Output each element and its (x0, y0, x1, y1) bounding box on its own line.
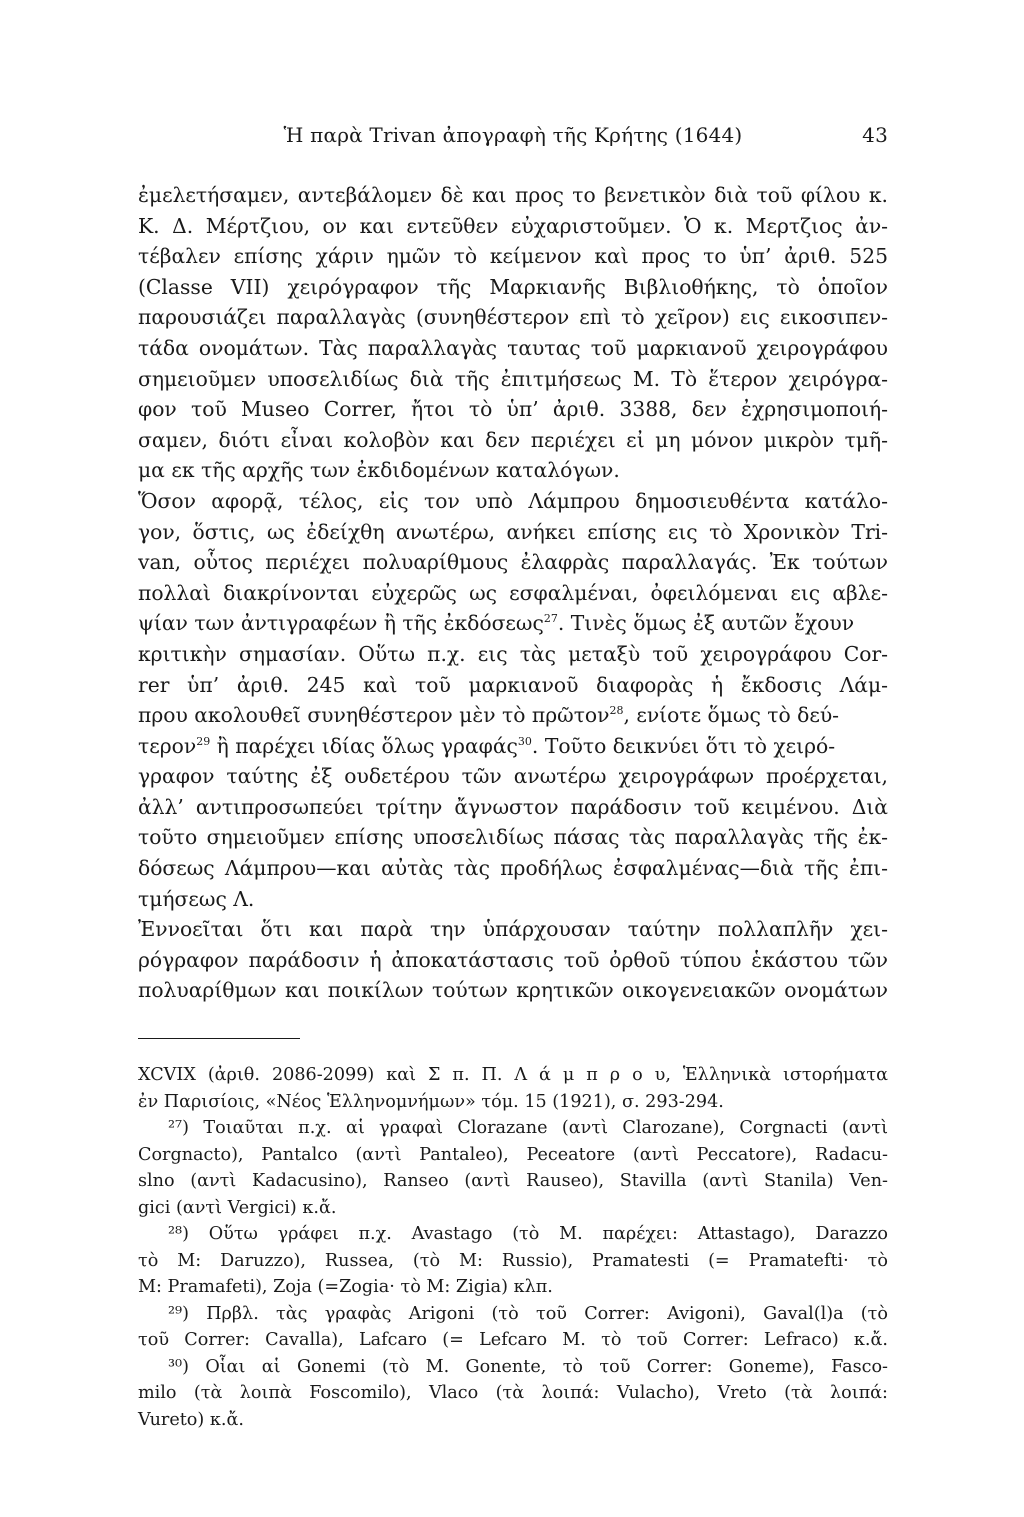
footnote-29: ²⁹) Πρβλ. τὰς γραφὰς Arigoni (τὸ τοῦ Correr: Avigoni), Gaval(l)a (τὸ (168, 1303, 888, 1324)
body-line: ἐμελετήσαμεν, αντεβάλομεν δὲ και προς το βενετικὸν διὰ τοῦ φίλου κ. (138, 183, 888, 207)
body-line-text: . Τινὲς ὅμως ἐξ αυτῶν ἔχουν (557, 611, 855, 636)
footnote-line: slno (αντὶ Kadacusino), Ranseo (αντὶ Rauseo), Stavilla (αντὶ Stanila) Ven- (138, 1171, 888, 1192)
body-line-text: τερον (138, 733, 197, 758)
body-line: γραφον ταύτης ἐξ ουδετέρου τῶν ανωτέρω χειρογράφων προέρχεται, (138, 764, 888, 789)
running-head (138, 118, 888, 152)
footnote-line: gici (αντὶ Vergici) κ.ἄ. (138, 1197, 337, 1218)
document-page (138, 118, 888, 1498)
body-line: σημειοῦμεν υποσελιδίως διὰ τῆς ἐπιτμήσεως Μ. Τὸ ἕτερον χειρόγρα- (138, 366, 888, 391)
footnote-27: ²⁷) Τοιαῦται π.χ. αἱ γραφαὶ Clorazane (αντὶ Clarozane), Corgnacti (αντὶ (168, 1118, 888, 1139)
body-line: ἀλλ’ αντιπροσωπεύει τρίτην ἄγνωστον παράδοσιν τοῦ κειμένου. Διὰ (138, 794, 888, 819)
body-line: φον τοῦ Museo Correr, ἤτοι τὸ ὑπ’ ἀριθ. 3388, δεν ἐχρησιμοποιή- (138, 397, 888, 422)
footnote-ref-30: 30 (517, 734, 532, 748)
body-line: κριτικὴν σημασίαν. Οὕτω π.χ. εις τὰς μεταξὺ τοῦ χειρογράφου Cor- (138, 641, 888, 666)
body-line: Κ. Δ. Μέρτζιου, ον και εντεῦθεν εὐχαριστοῦμεν. Ὁ κ. Μερτζιος ἀν- (138, 213, 888, 238)
body-line: τέβαλεν επίσης χάριν ημῶν τὸ κείμενον καὶ προς το ὑπ’ ἀριθ. 525 (138, 244, 888, 269)
page-number: 43 (862, 123, 888, 147)
footnote-ref-28: 28 (609, 704, 624, 718)
body-line: τάδα ονομάτων. Τὰς παραλλαγὰς ταυτας τοῦ μαρκιανοῦ χειρογράφου (138, 335, 888, 360)
footnote-line: τὸ Μ: Daruzzo), Russea, (τὸ Μ: Russio), Pramatesti (= Pramatefti· τὸ (138, 1250, 888, 1271)
body-line (138, 731, 888, 762)
body-line: μα εκ τῆς αρχῆς των ἐκδιδομένων καταλόγων. (138, 458, 620, 483)
running-title: Ἡ παρὰ Trivan ἀπογραφὴ τῆς Κρήτης (1644) (283, 123, 743, 147)
body-line-text: πρου ακολουθεῖ συνηθέστερον μὲν τὸ πρῶτον (138, 703, 610, 728)
body-line-text: ψίαν των ἀντιγραφέων ἢ τῆς ἐκδόσεως (138, 611, 544, 636)
body-line: Ἐννοεῖται ὅτι και παρὰ την ὑπάρχουσαν ταύτην πολλαπλῆν χει- (138, 917, 888, 942)
body-line: Ὅσον αφορᾷ, τέλος, εἰς τον υπὸ Λάμπρου δημοσιευθέντα κατάλο- (138, 488, 888, 513)
body-line: πολλαὶ διακρίνονται εὐχερῶς ως εσφαλμέναι, ὀφειλόμεναι εις αβλε- (138, 580, 888, 605)
body-line: rer ὑπ’ ἀριθ. 245 καὶ τοῦ μαρκιανοῦ διαφορὰς ἡ ἔκδοσις Λάμ- (138, 672, 888, 697)
footnotes (138, 1062, 888, 1433)
footnote-28: ²⁸) Οὕτω γράφει π.χ. Avastago (τὸ Μ. παρέχει: Attastago), Darazzo (168, 1224, 888, 1245)
body-text (138, 180, 888, 1006)
footnote-line: Vureto) κ.ἄ. (138, 1409, 244, 1430)
footnote-line: ἐν Παρισίοις, «Νέος Ἑλληνομνήμων» τόμ. 15 (1921), σ. 293-294. (138, 1091, 724, 1112)
footnote-divider (138, 1038, 300, 1039)
footnote-line: Μ: Pramafeti), Zoja (=Zogia· τὸ Μ: Zigia) κλπ. (138, 1277, 553, 1298)
body-line: δόσεως Λάμπρου—και αὐτὰς τὰς προδήλως ἐσφαλμένας—διὰ τῆς ἐπι- (138, 856, 888, 881)
footnote-line: τοῦ Correr: Cavalla), Lafcaro (= Lefcaro Μ. τὸ τοῦ Correr: Lefraco) κ.ἄ. (138, 1330, 888, 1351)
body-line: παρουσιάζει παραλλαγὰς (συνηθέστερον επὶ τὸ χεῖρον) εις εικοσιπεν- (138, 305, 888, 330)
footnote-ref-29: 29 (196, 734, 211, 748)
body-line: σαμεν, διότι εἶναι κολοβὸν και δεν περιέχει εἰ μη μόνον μικρὸν τμῆ- (138, 427, 888, 452)
body-line: πολυαρίθμων και ποικίλων τούτων κρητικῶν οικογενειακῶν ονομάτων (138, 978, 888, 1003)
body-line-text: ἢ παρέχει ιδίας ὅλως γραφάς (210, 733, 518, 758)
footnote-30: ³⁰) Οἷαι αἱ Gonemi (τὸ Μ. Gonente, τὸ τοῦ Correr: Goneme), Fasco- (168, 1356, 888, 1377)
body-line-text: , ενίοτε ὅμως τὸ δεύ- (623, 703, 840, 728)
footnote-line: Corgnacto), Pantalco (αντὶ Pantaleo), Peceatore (αντὶ Peccatore), Radacu- (138, 1144, 888, 1165)
body-line: (Classe VII) χειρόγραφον τῆς Μαρκιανῆς Βιβλιοθήκης, τὸ ὁποῖον (138, 274, 888, 299)
body-line (138, 700, 888, 731)
footnote-ref-27: 27 (543, 612, 558, 626)
body-line (138, 608, 888, 639)
footnote-line: XCVIX (ἀριθ. 2086-2099) καὶ Σ π. Π. Λ ά μ π ρ ο υ, Ἑλληνικὰ ιστορήματα (138, 1065, 888, 1086)
body-line: τμήσεως Λ. (138, 886, 255, 911)
body-line-text: . Τοῦτο δεικνύει ὅτι τὸ χειρό- (531, 733, 836, 758)
body-line: van, οὗτος περιέχει πολυαρίθμους ἐλαφρὰς παραλλαγάς. Ἐκ τούτων (138, 550, 888, 575)
footnote-line: milo (τὰ λοιπὰ Foscomilo), Vlaco (τὰ λοιπά: Vulacho), Vreto (τὰ λοιπά: (138, 1383, 888, 1404)
body-line: ρόγραφον παράδοσιν ἡ ἀποκατάστασις τοῦ ὀρθοῦ τύπου ἑκάστου τῶν (138, 947, 888, 972)
body-line: τοῦτο σημειοῦμεν επίσης υποσελιδίως πάσας τὰς παραλλαγὰς τῆς ἐκ- (138, 825, 888, 850)
body-line: γον, ὅστις, ως ἐδείχθη ανωτέρω, ανήκει επίσης εις τὸ Χρονικὸν Tri- (138, 519, 888, 544)
